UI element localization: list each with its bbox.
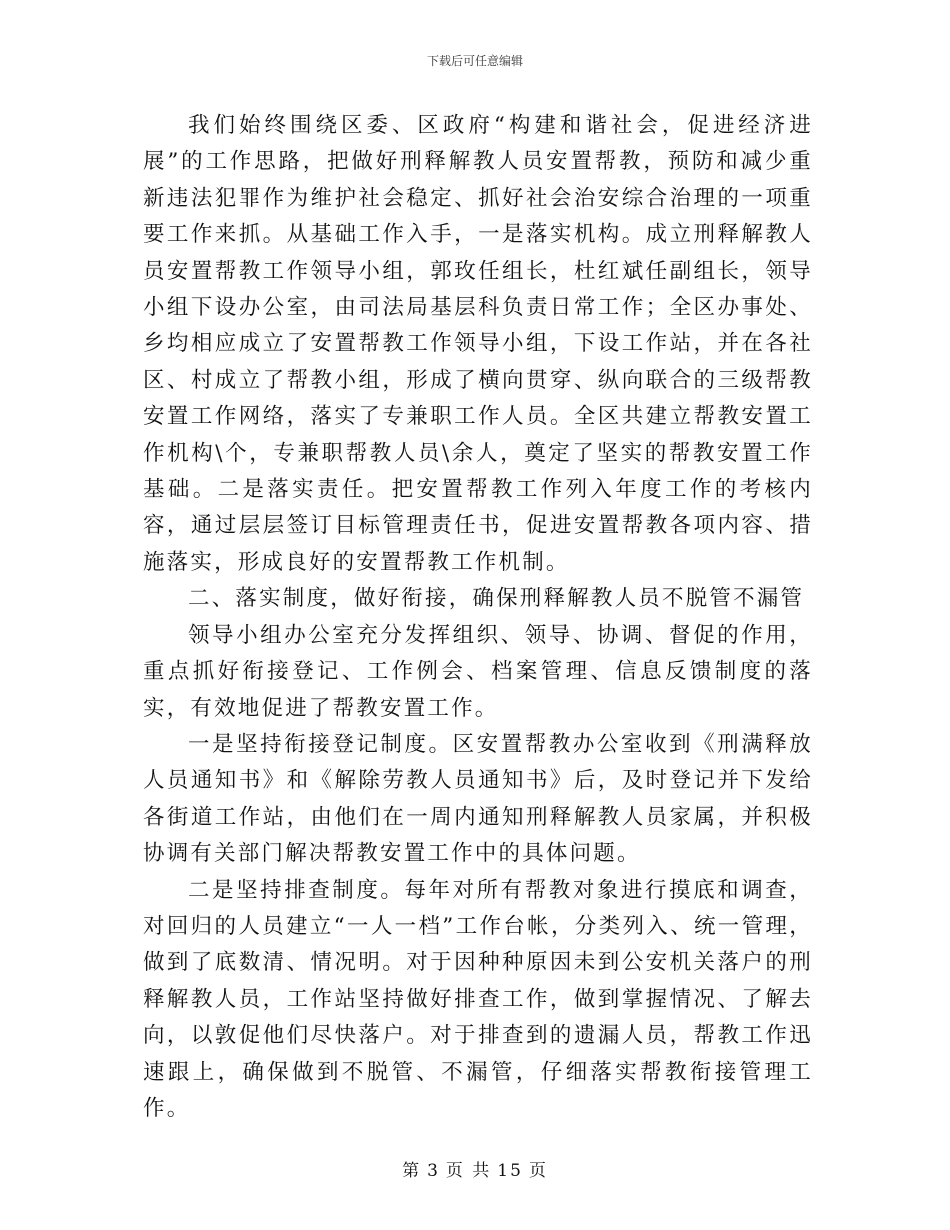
page-header: 下载后可任意编辑 [426, 54, 523, 68]
total-pages: 15 [497, 1161, 523, 1181]
footer-prefix: 第 [402, 1161, 422, 1181]
section-heading: 二、落实制度，做好衔接，确保刑释解教人员不脱管不漏管 [188, 586, 805, 612]
page-footer [0, 1156, 950, 1181]
footer-middle: 页 共 [445, 1161, 492, 1181]
paragraph: 我们始终围绕区委、区政府“构建和谐社会，促进经济进展”的工作思路，把做好刑释解教人员安置帮教，预防和减少重新违法犯罪作为维护社会稳定、抓好社会治安综合治理的一项重要工作来抓。从基础工作入手，一是落实机构。成立刑释解教人员安置帮教工作领导小组，郭玫任组长，杜红斌任副组长，领导小组下设办公室，由司法局基层科负责日常工作；全区办事处、乡均相应成立了安置帮教工作领导小组，下设工作站，并在各社区、村成立了帮教小组，形成了横向贯穿、纵向联合的三级帮教安置工作网络，落实了专兼职工作人员。全区共建立帮教安置工作机构\个，专兼职帮教人员\余人，奠定了坚实的帮教安置工作基础。二是落实责任。把安置帮教工作列入年度工作的考核内容，通过层层签订目标管理责任书，促进安置帮教各项内容、措施落实，形成良好的安置帮教工作机制。 [143, 113, 813, 575]
footer-suffix: 页 [528, 1161, 548, 1181]
paragraph: 领导小组办公室充分发挥组织、领导、协调、督促的作用，重点抓好衔接登记、工作例会、档案管理、信息反馈制度的落实，有效地促进了帮教安置工作。 [143, 622, 813, 721]
paragraph: 一是坚持衔接登记制度。区安置帮教办公室收到《刑满释放人员通知书》和《解除劳教人员通知书》后，及时登记并下发给各街道工作站，由他们在一周内通知刑释解教人员家属，并积极协调有关部门解决帮教安置工作中的具体问题。 [143, 731, 813, 867]
document-body [143, 108, 813, 1127]
paragraph: 二是坚持排查制度。每年对所有帮教对象进行摸底和调查，对回归的人员建立“一人一档”工作台帐，分类列入、统一管理，做到了底数清、情况明。对于因种种原因未到公安机关落户的刑释解教人员，工作站坚持做好排查工作，做到掌握情况、了解去向，以敦促他们尽快落户。对于排查到的遗漏人员，帮教工作迅速跟上，确保做到不脱管、不漏管，仔细落实帮教衔接管理工作。 [143, 877, 813, 1121]
page-number: 3 [427, 1161, 440, 1181]
